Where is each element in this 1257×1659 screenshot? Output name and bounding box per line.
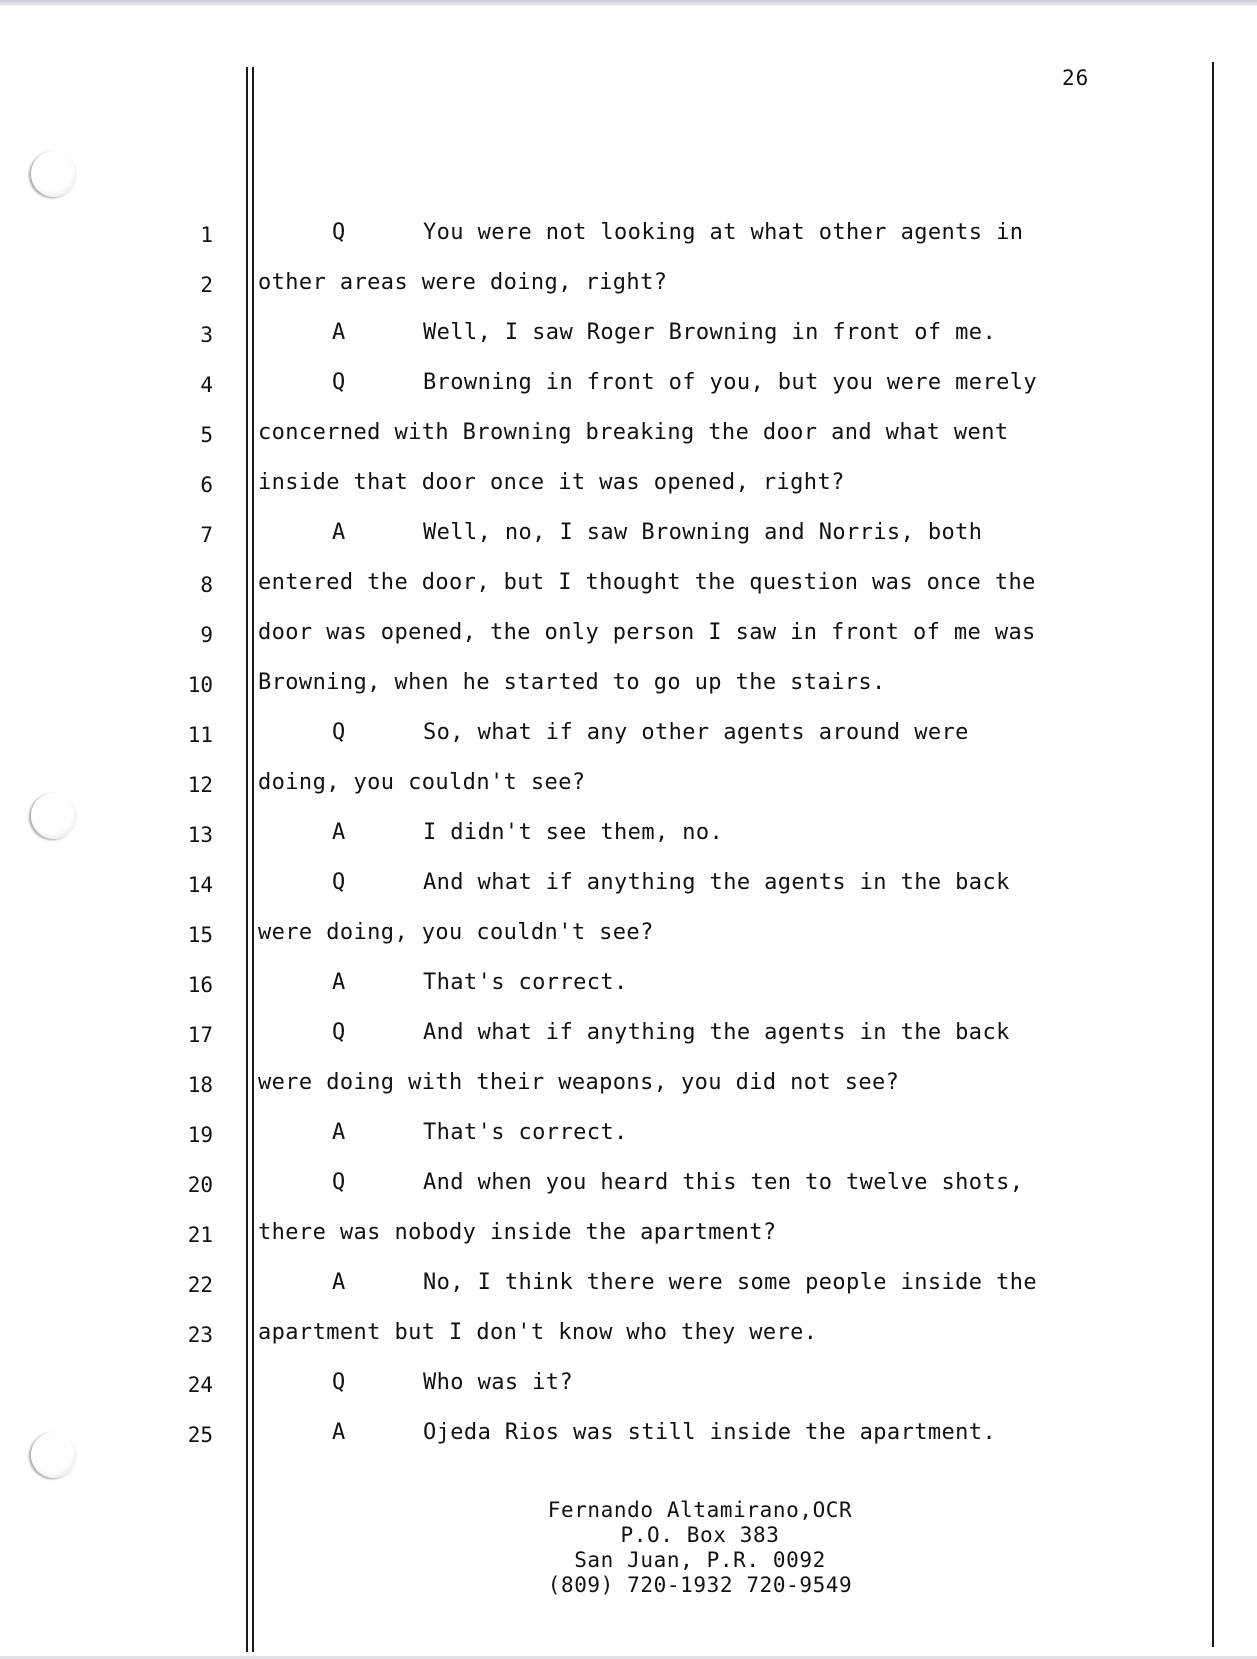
line-text: Well, I saw Roger Browning in front of me.	[423, 320, 997, 345]
answer-marker: A	[332, 820, 346, 845]
line-text: That's correct.	[423, 1120, 628, 1145]
line-number: 25	[187, 1423, 213, 1447]
line-number: 5	[200, 423, 213, 447]
transcript-line	[258, 770, 585, 795]
line-number: 6	[200, 473, 213, 497]
right-margin-rule	[1212, 62, 1214, 1647]
line-number: 24	[187, 1373, 213, 1397]
punch-hole-middle	[31, 793, 77, 839]
left-margin-rule-inner	[252, 67, 254, 1652]
reporter-name: Fernando Altamirano,OCR	[547, 1498, 853, 1522]
page-number: 26	[1062, 66, 1090, 90]
line-text: other areas were doing, right?	[258, 270, 668, 295]
line-number: 12	[187, 773, 213, 797]
line-number: 17	[187, 1023, 213, 1047]
line-number: 9	[200, 623, 213, 647]
line-text: And what if anything the agents in the back	[423, 870, 1010, 895]
transcript-line	[258, 270, 667, 295]
line-number: 15	[187, 923, 213, 947]
line-text: So, what if any other agents around were	[423, 720, 969, 745]
reporter-footer	[480, 1498, 920, 1598]
line-number: 18	[187, 1073, 213, 1097]
line-text: doing, you couldn't see?	[258, 770, 586, 795]
line-text: entered the door, but I thought the question was once the	[258, 570, 1036, 595]
reporter-phones: (809) 720-1932 720-9549	[547, 1573, 853, 1597]
answer-marker: A	[332, 520, 346, 545]
question-marker: Q	[332, 870, 346, 895]
answer-marker: A	[332, 1120, 346, 1145]
line-text: Ojeda Rios was still inside the apartment.	[423, 1420, 997, 1445]
line-number: 20	[187, 1173, 213, 1197]
left-margin-rule-outer	[246, 67, 248, 1652]
line-text: were doing with their weapons, you did not see?	[258, 1070, 900, 1095]
line-number: 4	[200, 373, 213, 397]
line-number: 14	[187, 873, 213, 897]
answer-marker: A	[332, 1270, 346, 1295]
line-text: And when you heard this ten to twelve shots,	[423, 1170, 1024, 1195]
line-number: 13	[187, 823, 213, 847]
question-marker: Q	[332, 1020, 346, 1045]
line-text: apartment but I don't know who they were.	[258, 1320, 818, 1345]
reporter-city: San Juan, P.R. 0092	[574, 1548, 826, 1572]
line-text: No, I think there were some people inside the	[423, 1270, 1038, 1295]
line-number: 7	[200, 523, 213, 547]
transcript-line	[258, 670, 886, 695]
answer-marker: A	[332, 1420, 346, 1445]
line-text: And what if anything the agents in the back	[423, 1020, 1010, 1045]
transcript-line	[258, 420, 1008, 445]
line-number: 10	[187, 673, 213, 697]
transcript-line	[258, 620, 1036, 645]
answer-marker: A	[332, 970, 346, 995]
line-number: 2	[200, 273, 213, 297]
question-marker: Q	[332, 220, 346, 245]
line-text: were doing, you couldn't see?	[258, 920, 654, 945]
line-text: door was opened, the only person I saw in front of me was	[258, 620, 1036, 645]
answer-marker: A	[332, 320, 346, 345]
line-text: You were not looking at what other agents in	[423, 220, 1024, 245]
line-number: 16	[187, 973, 213, 997]
question-marker: Q	[332, 370, 346, 395]
transcript-line	[258, 1070, 899, 1095]
transcript-line	[258, 470, 845, 495]
line-text: there was nobody inside the apartment?	[258, 1220, 777, 1245]
transcript-line	[258, 1220, 777, 1245]
line-text: Browning in front of you, but you were merely	[423, 370, 1038, 395]
line-number: 22	[187, 1273, 213, 1297]
line-text: Browning, when he started to go up the stairs.	[258, 670, 886, 695]
line-number: 8	[200, 573, 213, 597]
line-text: Who was it?	[423, 1370, 574, 1395]
question-marker: Q	[332, 720, 346, 745]
line-number: 19	[187, 1123, 213, 1147]
line-text: I didn't see them, no.	[423, 820, 724, 845]
line-text: Well, no, I saw Browning and Norris, both	[423, 520, 983, 545]
question-marker: Q	[332, 1370, 346, 1395]
line-number: 1	[200, 223, 213, 247]
scan-top-edge	[0, 0, 1257, 6]
reporter-address: P.O. Box 383	[620, 1523, 780, 1547]
line-text: concerned with Browning breaking the door and what went	[258, 420, 1009, 445]
line-number: 21	[187, 1223, 213, 1247]
punch-hole-top	[31, 151, 77, 197]
line-number: 11	[187, 723, 213, 747]
punch-hole-bottom	[31, 1432, 77, 1478]
transcript-line	[258, 920, 654, 945]
line-text: That's correct.	[423, 970, 628, 995]
line-number: 23	[187, 1323, 213, 1347]
transcript-line	[258, 1320, 817, 1345]
transcript-line	[258, 570, 1036, 595]
line-text: inside that door once it was opened, right?	[258, 470, 845, 495]
question-marker: Q	[332, 1170, 346, 1195]
line-number: 3	[200, 323, 213, 347]
